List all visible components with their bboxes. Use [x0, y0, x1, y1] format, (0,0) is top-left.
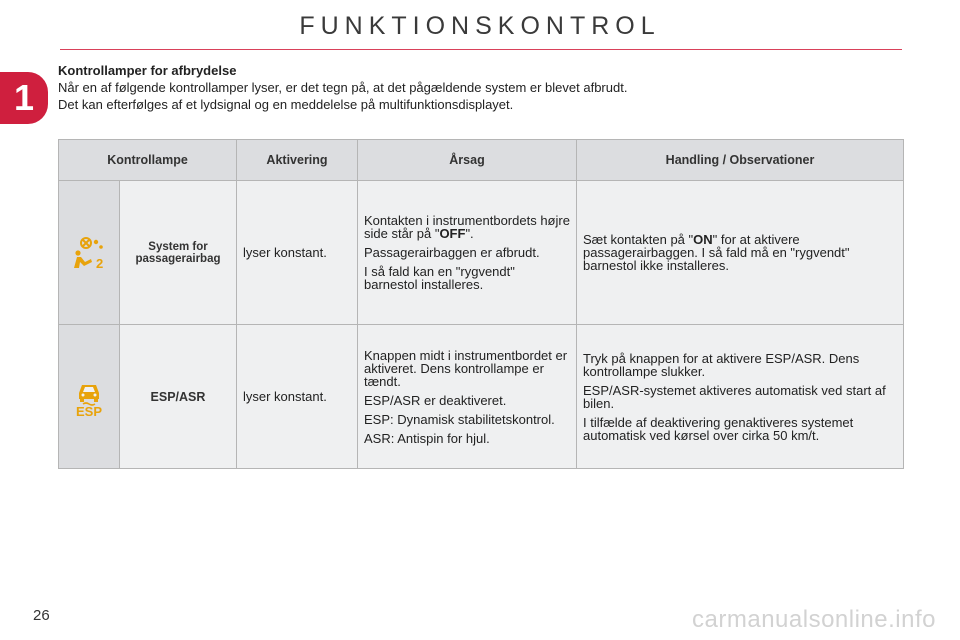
esp-icon [69, 377, 109, 417]
activation-cell: lyser konstant. [237, 325, 358, 469]
action-text: Tryk på knappen for at aktivere ESP/ASR. Dens kontrollampe slukker. [583, 350, 860, 379]
indicator-table [58, 139, 904, 469]
text-run: Sæt kontakten på " [583, 232, 694, 247]
column-header: Årsag [358, 140, 577, 181]
cause-cell [358, 181, 577, 325]
indicator-name-line: System for [148, 240, 208, 253]
text-run: Kontakten i instrumentbordets højre side står på " [364, 213, 570, 241]
cause-text: ASR: Antispin for hjul. [364, 430, 490, 446]
intro-text-line: Når en af følgende kontrollamper lyser, er det tegn på, at det pågældende system er blevet afbrudt. [58, 80, 628, 95]
action-cell [577, 181, 904, 325]
icon-cell [59, 181, 120, 325]
column-header: Aktivering [237, 140, 358, 181]
page-number: 26 [33, 607, 50, 624]
cause-text [364, 214, 570, 240]
table-row [59, 181, 904, 325]
title-divider [60, 49, 902, 50]
icon-cell [59, 325, 120, 469]
column-header: Kontrollampe [59, 140, 237, 181]
action-text [583, 233, 897, 272]
cause-text: ESP: Dynamisk stabilitetskontrol. [364, 411, 555, 427]
page-title: FUNKTIONSKONTROL [299, 12, 661, 40]
action-text: I tilfælde af deaktivering genaktiveres systemet automatisk ved kørsel over cirka 50 km/t. [583, 414, 854, 443]
bold-text: OFF [439, 226, 466, 241]
chapter-tab[interactable]: 1 [0, 72, 48, 124]
activation-cell: lyser konstant. [237, 181, 358, 325]
svg-text:ESP: ESP [75, 403, 103, 417]
text-run: " for at aktivere passagerairbaggen. I så fald må en "rygvendt" barnestol ikke installeres. [583, 232, 850, 273]
indicator-name-line: passagerairbag [135, 252, 221, 265]
cause-cell [358, 325, 577, 469]
bold-text: ON [693, 232, 713, 247]
cause-text: Knappen midt i instrumentbordet er aktiveret. Dens kontrollampe er tændt. [364, 347, 568, 389]
airbag-off-icon [69, 236, 109, 270]
indicator-name: ESP/ASR [120, 325, 237, 469]
intro-text-line: Det kan efterfølges af et lydsignal og en meddelelse på multifunktionsdisplayet. [58, 97, 514, 112]
cause-text: I så fald kan en "rygvendt" barnestol installeres. [364, 264, 515, 292]
cause-text: Passagerairbaggen er afbrudt. [364, 245, 540, 260]
intro-section [58, 62, 938, 113]
column-header: Handling / Observationer [577, 140, 904, 181]
section-heading: Kontrollamper for afbrydelse [58, 63, 237, 78]
table-header-row [59, 140, 904, 181]
text-run: ". [465, 226, 474, 241]
indicator-name [120, 181, 237, 325]
action-text: ESP/ASR-systemet aktiveres automatisk ved start af bilen. [583, 382, 886, 411]
svg-text:2: 2 [96, 255, 104, 270]
cause-text: ESP/ASR er deaktiveret. [364, 392, 507, 408]
table-row [59, 325, 904, 469]
action-cell [577, 325, 904, 469]
watermark: carmanualsonline.info [692, 606, 936, 633]
